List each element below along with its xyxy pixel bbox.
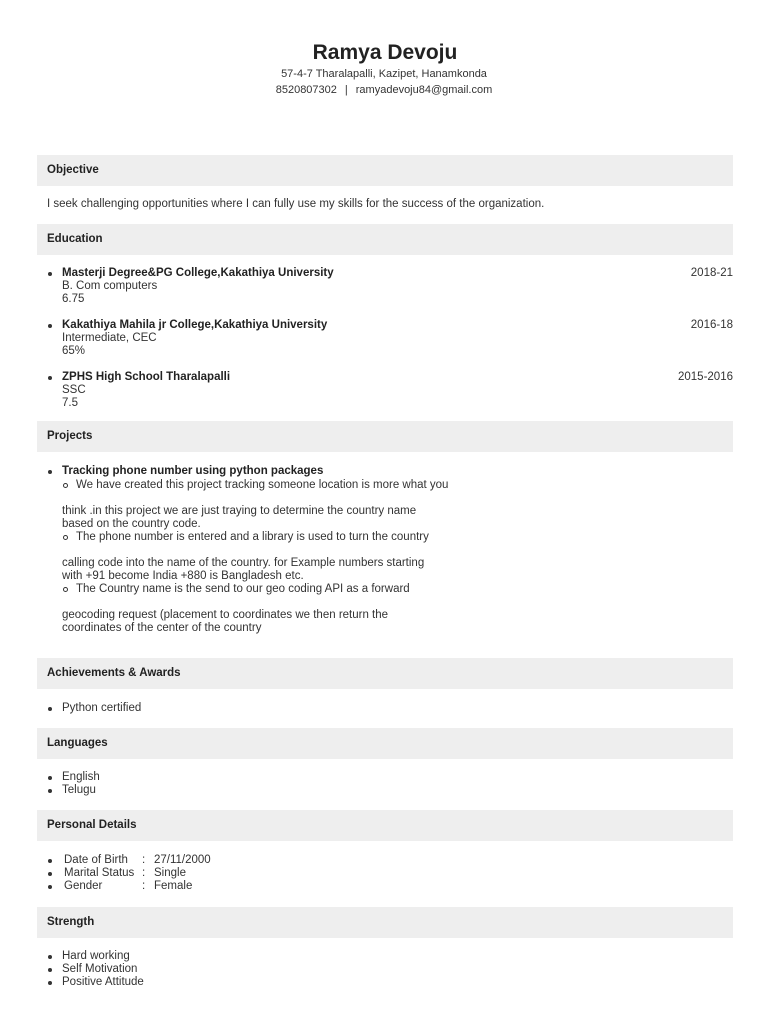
contact-line	[0, 82, 768, 98]
candidate-address: 57-4-7 Tharalapalli, Kazipet, Hanamkonda	[281, 68, 487, 80]
personal-detail-row	[37, 854, 733, 867]
project-point: The Country name is the send to our geo coding API as a forward	[37, 583, 733, 596]
achievements-heading: Achievements & Awards	[37, 658, 733, 689]
project-title: Tracking phone number using python packages	[62, 465, 324, 477]
languages-heading: Languages	[37, 728, 733, 759]
strength-item: Hard working	[37, 950, 733, 963]
education-heading: Education	[37, 224, 733, 255]
education-institution: Kakathiya Mahila jr College,Kakathiya University	[62, 319, 328, 331]
project-text-line: calling code into the name of the country. for Example numbers starting	[62, 557, 425, 569]
contact-separator: |	[344, 84, 348, 96]
personal-details-list	[37, 854, 733, 893]
education-score: 6.75	[62, 293, 85, 305]
candidate-email: ramyadevoju84@gmail.com	[355, 84, 493, 96]
project-text-line: geocoding request (placement to coordinates we then return the	[62, 609, 389, 621]
education-degree: SSC	[62, 384, 86, 396]
education-institution: ZPHS High School Tharalapalli	[62, 371, 231, 383]
education-degree: B. Com computers	[62, 280, 158, 292]
education-list	[37, 267, 733, 423]
education-institution: Masterji Degree&PG College,Kakathiya University	[62, 267, 334, 279]
detail-value: Single	[154, 867, 186, 879]
education-item	[37, 371, 733, 410]
project-text-line: coordinates of the center of the country	[62, 622, 262, 634]
project-point-continued	[37, 609, 733, 635]
candidate-phone: 8520807302	[275, 84, 337, 96]
personal-detail-row	[37, 867, 733, 880]
project-point-continued	[37, 557, 733, 583]
resume-header	[0, 40, 768, 98]
language-item: English	[37, 771, 733, 784]
objective-heading: Objective	[37, 155, 733, 186]
achievement-item: Python certified	[37, 702, 733, 715]
project-point-continued	[37, 505, 733, 531]
candidate-name: Ramya Devoju	[312, 41, 458, 64]
detail-value: 27/11/2000	[154, 854, 211, 866]
education-degree: Intermediate, CEC	[62, 332, 157, 344]
education-item	[37, 319, 733, 358]
strength-list	[37, 950, 733, 989]
personal-details-heading: Personal Details	[37, 810, 733, 841]
project-point: The phone number is entered and a library is used to turn the country	[37, 531, 733, 544]
detail-label: Date of Birth	[64, 854, 128, 866]
project-point: We have created this project tracking someone location is more what you	[37, 479, 733, 492]
personal-detail-row	[37, 880, 733, 893]
project-text-line: with +91 become India +880 is Bangladesh etc.	[62, 570, 304, 582]
detail-value: Female	[154, 880, 193, 892]
detail-colon: :	[142, 854, 146, 866]
detail-label: Marital Status	[64, 867, 135, 879]
project-item	[37, 465, 733, 492]
project-text-line: based on the country code.	[62, 518, 201, 530]
education-date: 2018-21	[690, 267, 733, 279]
language-item: Telugu	[37, 784, 733, 797]
education-date: 2016-18	[690, 319, 733, 331]
objective-text: I seek challenging opportunities where I can fully use my skills for the success of the organization.	[47, 198, 545, 210]
projects-list	[37, 465, 733, 635]
education-score: 65%	[62, 345, 86, 357]
education-score: 7.5	[62, 397, 78, 409]
achievements-list	[37, 702, 733, 715]
detail-colon: :	[142, 880, 146, 892]
strength-heading: Strength	[37, 907, 733, 938]
education-date: 2015-2016	[678, 371, 733, 383]
strength-item: Positive Attitude	[37, 976, 733, 989]
detail-label: Gender	[64, 880, 103, 892]
languages-list	[37, 771, 733, 797]
detail-colon: :	[142, 867, 146, 879]
projects-heading: Projects	[37, 421, 733, 452]
education-item	[37, 267, 733, 306]
project-text-line: think .in this project we are just traying to determine the country name	[62, 505, 417, 517]
strength-item: Self Motivation	[37, 963, 733, 976]
